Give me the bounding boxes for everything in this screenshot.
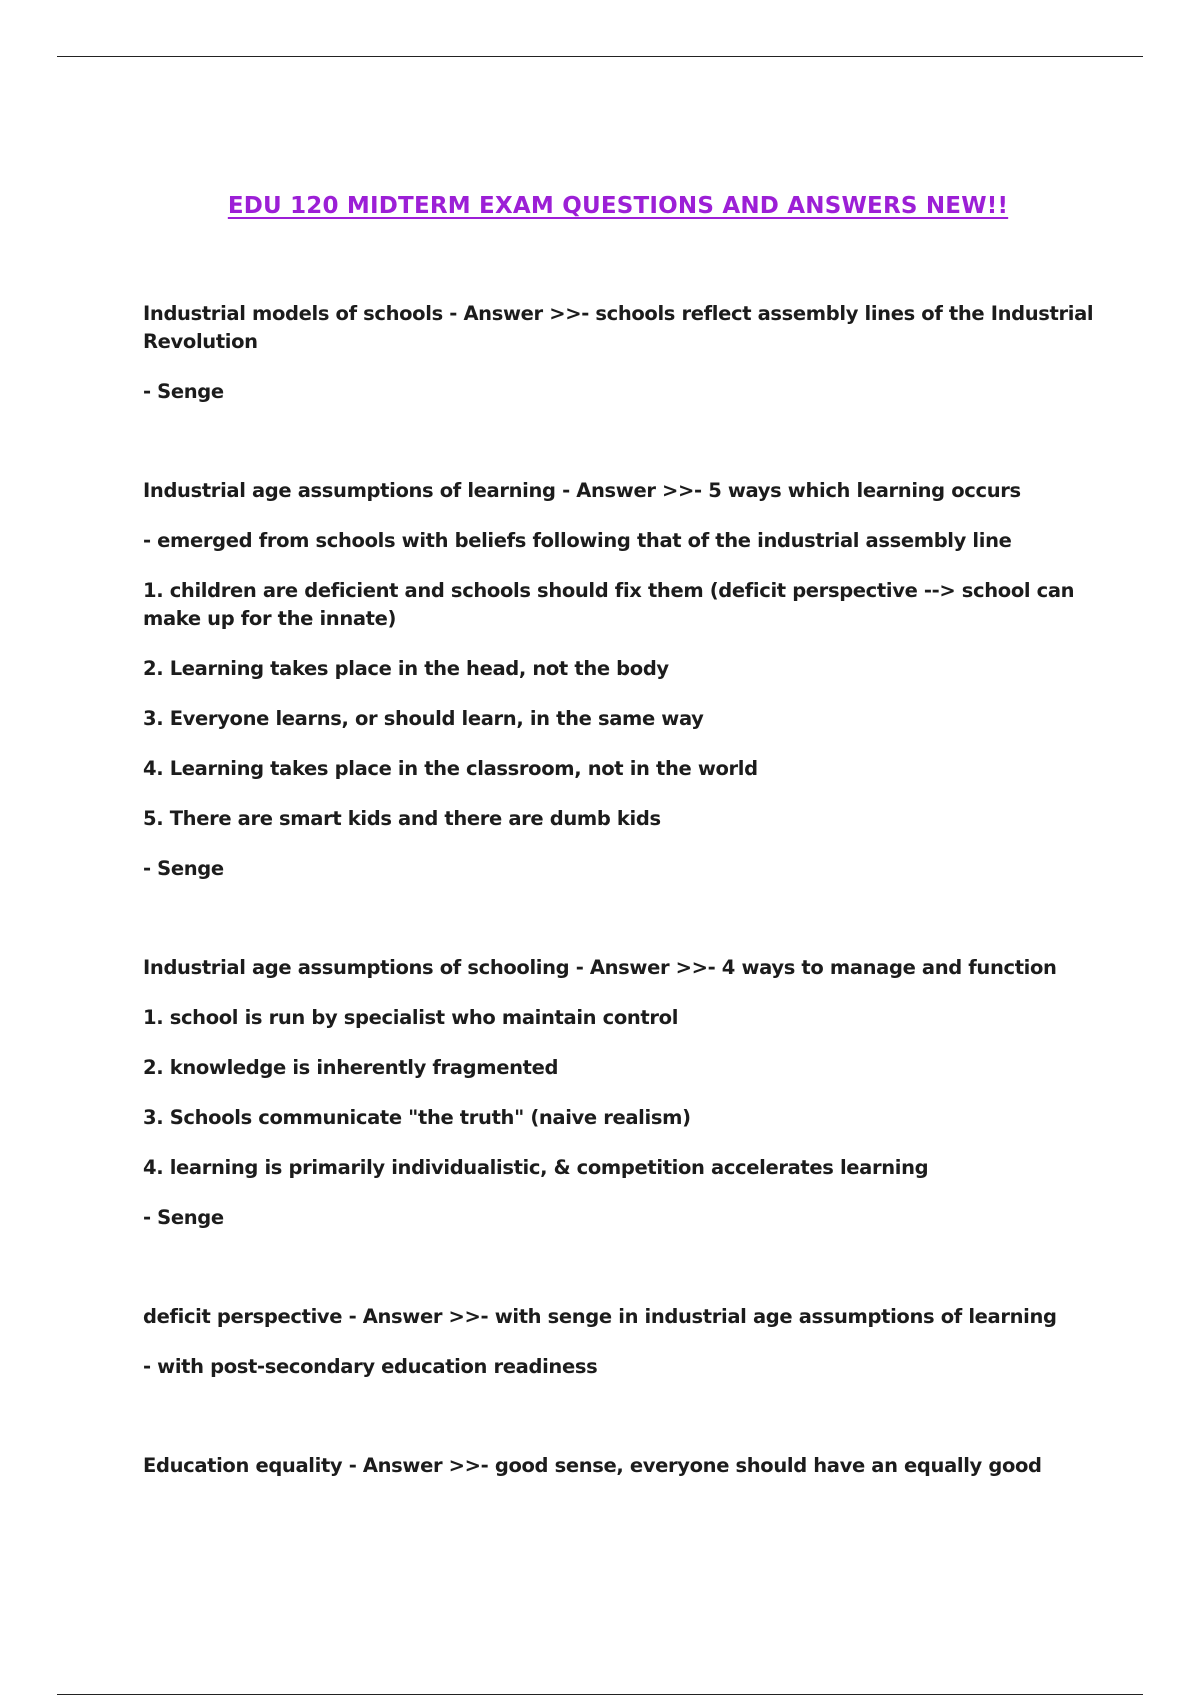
- detail-line: 1. school is run by specialist who maintain control: [143, 1006, 679, 1029]
- detail-line: 1. children are deficient and schools should fix them (deficit perspective --> school can make up for the innate): [143, 579, 1075, 630]
- detail-line: 5. There are smart kids and there are dumb kids: [143, 807, 661, 830]
- answer-line: Industrial age assumptions of schooling - Answer >>- 4 ways to manage and function: [143, 956, 1057, 979]
- answer-line: Education equality - Answer >>- good sense, everyone should have an equally good: [143, 1454, 1042, 1477]
- detail-line: 4. Learning takes place in the classroom, not in the world: [143, 757, 758, 780]
- answer-line: Industrial age assumptions of learning - Answer >>- 5 ways which learning occurs: [143, 479, 1021, 502]
- detail-line: - emerged from schools with beliefs following that of the industrial assembly line: [143, 529, 1012, 552]
- detail-line: - Senge: [143, 380, 224, 403]
- detail-line: 2. knowledge is inherently fragmented: [143, 1056, 559, 1079]
- qa-entry: [143, 954, 1103, 1232]
- detail-line: 2. Learning takes place in the head, not the body: [143, 657, 669, 680]
- detail-line: - with post-secondary education readiness: [143, 1355, 598, 1378]
- bottom-rule: [57, 1694, 1143, 1695]
- detail-line: 3. Schools communicate "the truth" (naive realism): [143, 1106, 691, 1129]
- answer-line: Industrial models of schools - Answer >>- schools reflect assembly lines of the Industrial Revolution: [143, 302, 1094, 353]
- qa-entry: [143, 1452, 1103, 1480]
- top-rule: [57, 56, 1143, 57]
- qa-entry: [143, 300, 1103, 406]
- answer-line: deficit perspective - Answer >>- with senge in industrial age assumptions of learning: [143, 1305, 1057, 1328]
- detail-line: 4. learning is primarily individualistic, & competition accelerates learning: [143, 1156, 929, 1179]
- qa-entry: [143, 477, 1103, 883]
- qa-entry: [143, 1303, 1103, 1381]
- document-body: [143, 300, 1103, 1480]
- detail-line: - Senge: [143, 1206, 224, 1229]
- detail-line: - Senge: [143, 857, 224, 880]
- detail-line: 3. Everyone learns, or should learn, in the same way: [143, 707, 704, 730]
- document-title: EDU 120 MIDTERM EXAM QUESTIONS AND ANSWERS NEW!!: [227, 193, 1009, 219]
